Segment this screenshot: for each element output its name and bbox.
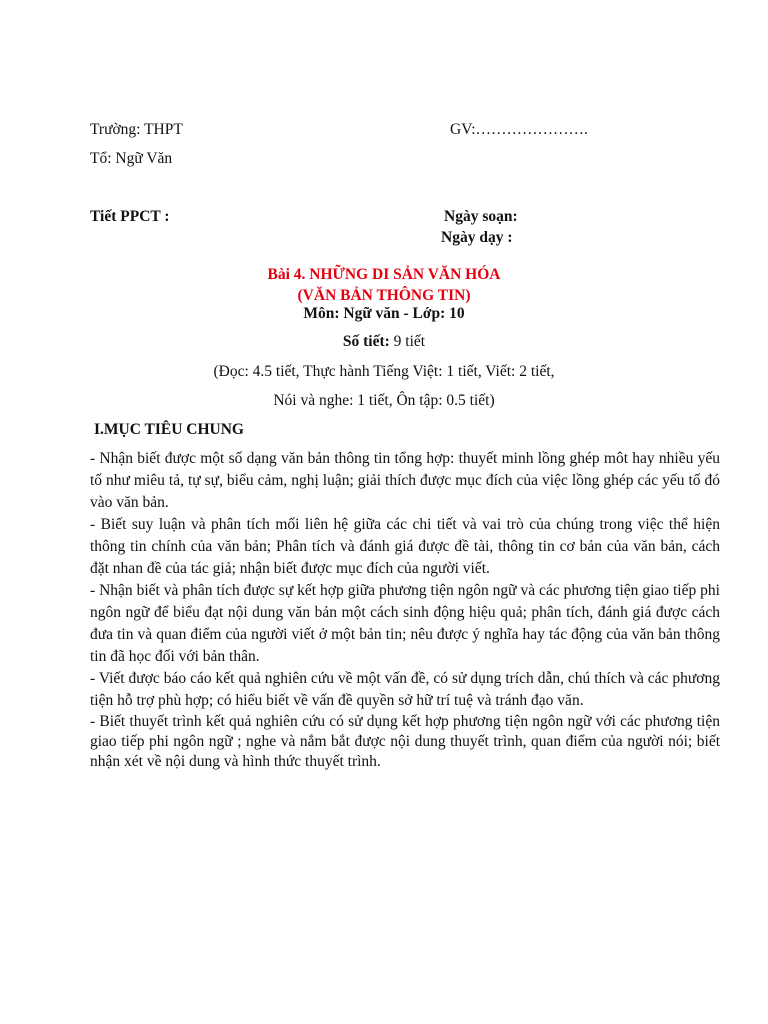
period-label: Tiết PPCT :: [90, 208, 170, 225]
subject-grade: Môn: Ngữ văn - Lớp: 10: [303, 305, 465, 322]
objectives-list: [90, 448, 720, 772]
objective-item-5: - Biết thuyết trình kết quả nghiên cứu có sử dụng kết hợp phương tiện ngôn ngữ với các phương tiện giao tiếp phi ngôn ngữ ; nghe và nắm bắt được nội dung thuyết trình, quan điểm của người nói; biết nhận xét về nội dung và hình thức thuyết trình.: [90, 713, 720, 770]
group-label: Tổ: Ngữ Văn: [90, 150, 173, 167]
lesson-title: Bài 4. NHỮNG DI SẢN VĂN HÓA: [267, 266, 501, 283]
objective-item-3: - Nhận biết và phân tích được sự kết hợp giữa phương tiện ngôn ngữ và các phương tiện giao tiếp phi ngôn ngữ để biểu đạt nội dung văn bản một cách sinh động hiệu quả; phân tích, đánh giá được cách đưa tin và quan điểm của người viết ở một bản tin; nêu được ý nghĩa hay tác động của văn bản thông tin đã học đối với bản thân.: [90, 582, 720, 665]
periods-line: [0, 332, 768, 352]
objective-item-1: - Nhận biết được một số dạng văn bản thông tin tổng hợp: thuyết minh lồng ghép môt hay nhiều yếu tố như miêu tả, tự sự, biểu cảm, nghị luận; giải thích được mục đích của việc lồng ghép các yếu tố đó vào văn bản.: [90, 450, 720, 511]
breakdown-line-2: Nói và nghe: 1 tiết, Ôn tập: 0.5 tiết): [273, 392, 495, 409]
periods-value: 9 tiết: [389, 333, 426, 350]
objective-item-2: - Biết suy luận và phân tích mối liên hệ giữa các chi tiết và vai trò của chúng trong việc thể hiện thông tin chính của văn bản; Phân tích và đánh giá được đề tài, thông tin cơ bản của văn bản, cách đặt nhan đề của tác giả; nhận biết được mục đích của người viết.: [90, 516, 720, 577]
lesson-subtitle: (VĂN BẢN THÔNG TIN): [297, 287, 471, 304]
school-label: Trường: THPT: [90, 121, 183, 138]
teacher-label: GV:………………….: [450, 121, 588, 138]
teach-date-label: Ngày dạy :: [441, 229, 513, 246]
section-heading: I.MỤC TIÊU CHUNG: [94, 421, 244, 438]
periods-label: Số tiết:: [342, 333, 390, 350]
prep-date-label: Ngày soạn:: [444, 208, 518, 225]
breakdown-line-1: (Đọc: 4.5 tiết, Thực hành Tiếng Việt: 1 tiết, Viết: 2 tiết,: [213, 363, 555, 380]
objective-item-4: - Viết được báo cáo kết quả nghiên cứu về một vấn đề, có sử dụng trích dẫn, chú thích và các phương tiện hỗ trợ phù hợp; có hiểu biết về vấn đề quyền sở hữ trí tuệ và tránh đạo văn.: [90, 670, 720, 709]
